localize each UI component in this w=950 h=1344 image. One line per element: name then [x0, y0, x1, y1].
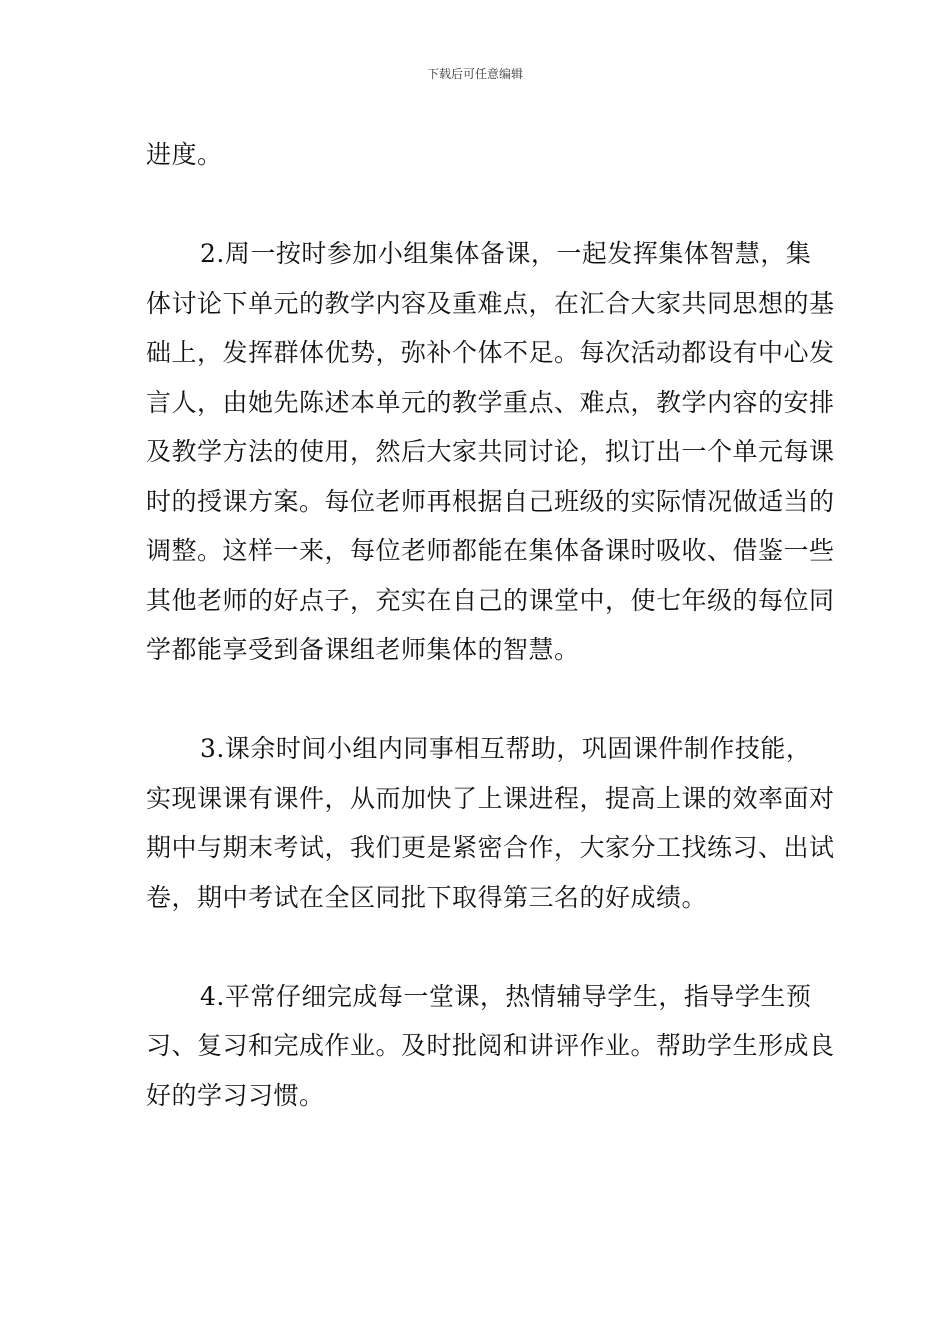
paragraph-1: 进度。	[146, 140, 223, 169]
paragraph-3: 3.课余时间小组内同事相互帮助，巩固课件制作技能，实现课课有课件，从而加快了上课进程，提高上课的效率面对期中与期末考试，我们更是紧密合作，大家分工找练习、出试卷，期中考试在全区同批下取得第三名的好成绩。	[146, 734, 835, 912]
document-body	[146, 130, 836, 1120]
paragraph-spacer	[146, 675, 836, 725]
page-header: 下载后可任意编辑	[426, 67, 523, 81]
paragraph-2: 2.周一按时参加小组集体备课，一起发挥集体智慧，集体讨论下单元的教学内容及重难点，在汇合大家共同思想的基础上，发挥群体优势，弥补个体不足。每次活动都设有中心发言人，由她先陈述本单元的教学重点、难点，教学内容的安排及教学方法的使用，然后大家共同讨论，拟订出一个单元每课时的授课方案。每位老师再根据自己班级的实际情况做适当的调整。这样一来，每位老师都能在集体备课时吸收、借鉴一些其他老师的好点子，充实在自己的课堂中，使七年级的每位同学都能享受到备课组老师集体的智慧。	[146, 239, 835, 664]
paragraph-spacer	[146, 180, 836, 230]
paragraph-spacer	[146, 922, 836, 972]
paragraph-4: 4.平常仔细完成每一堂课，热情辅导学生，指导学生预习、复习和完成作业。及时批阅和讲评作业。帮助学生形成良好的学习习惯。	[146, 981, 835, 1110]
